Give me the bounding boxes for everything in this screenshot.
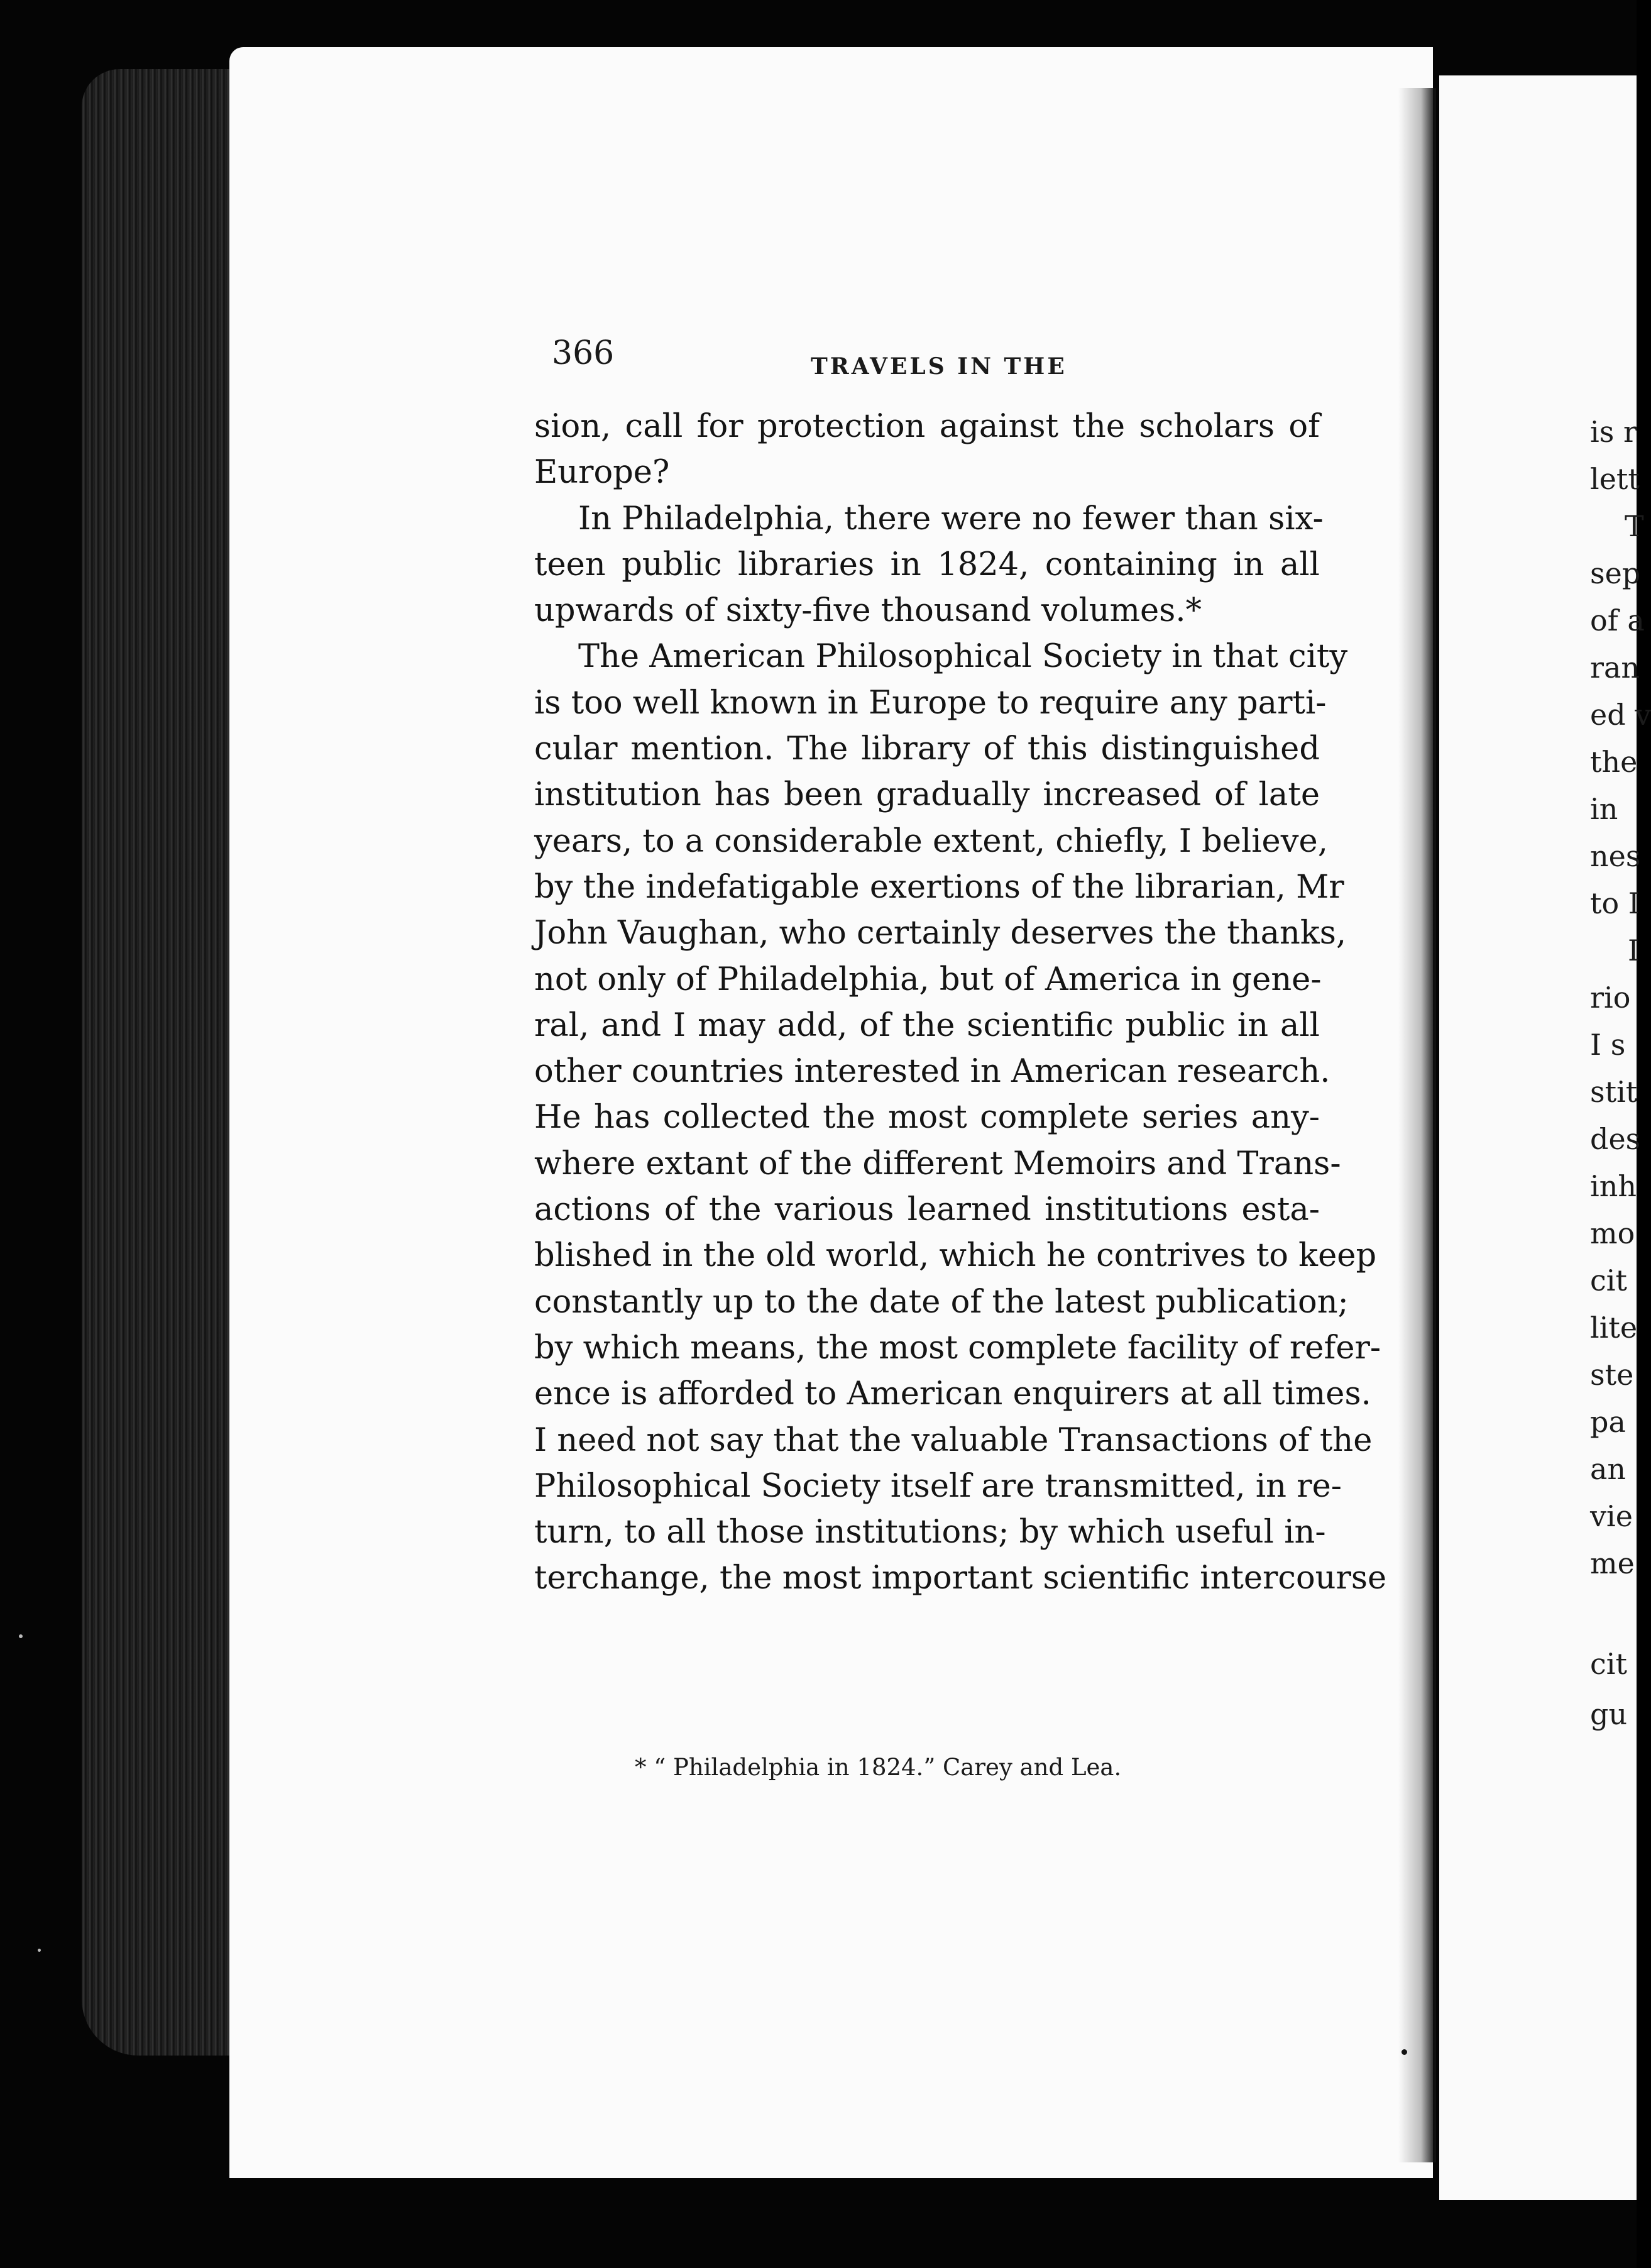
scan-speck bbox=[19, 1634, 23, 1638]
facing-page-fragment: me bbox=[1590, 1546, 1635, 1580]
text-line: by which means, the most complete facility of refer- bbox=[534, 1329, 1381, 1367]
facing-page-fragment: pa bbox=[1590, 1405, 1626, 1439]
facing-page-fragment: inh bbox=[1590, 1169, 1637, 1203]
facing-page-fragment: T bbox=[1625, 509, 1644, 543]
text-line: upwards of sixty-five thousand volumes.* bbox=[534, 592, 1202, 630]
text-line: not only of Philadelphia, but of America in gene- bbox=[534, 961, 1322, 998]
facing-page-fragment: an bbox=[1590, 1452, 1626, 1486]
text-line: by the indefatigable exertions of the librarian, Mr bbox=[534, 868, 1344, 906]
facing-page-fragment: I s bbox=[1590, 1028, 1626, 1062]
book-page-edges bbox=[82, 69, 239, 2056]
facing-page-fragment: ran bbox=[1590, 651, 1640, 685]
facing-page-fragment: nes bbox=[1590, 839, 1641, 873]
body-text bbox=[534, 404, 1387, 1602]
text-line: Europe? bbox=[534, 454, 670, 492]
text-line: ral, and I may add, of the scientific public in all bbox=[534, 1006, 1320, 1044]
text-line: terchange, the most important scientific intercourse bbox=[534, 1560, 1387, 1597]
facing-page-fragment: in bbox=[1590, 792, 1618, 826]
text-line: blished in the old world, which he contrives to keep bbox=[534, 1237, 1377, 1275]
text-line: is too well known in Europe to require any parti- bbox=[534, 684, 1327, 722]
text-line: teen public libraries in 1824, containing in all bbox=[534, 546, 1320, 583]
text-line: The American Philosophical Society in that city bbox=[578, 638, 1348, 676]
facing-page-fragment: rio bbox=[1590, 981, 1631, 1015]
page-gutter-shadow bbox=[1398, 88, 1436, 2162]
facing-page-fragment: ste bbox=[1590, 1358, 1634, 1392]
facing-page-fragment: cit bbox=[1590, 1263, 1627, 1297]
page-number: 366 bbox=[552, 334, 615, 372]
text-line: sion, call for protection against the scholars of bbox=[534, 408, 1320, 445]
text-line: years, to a considerable extent, chiefly, I believe, bbox=[534, 822, 1328, 860]
facing-page-fragment: lite bbox=[1590, 1311, 1638, 1345]
text-line: John Vaughan, who certainly deserves the thanks, bbox=[534, 915, 1347, 952]
facing-page-fragment: cit bbox=[1590, 1647, 1627, 1681]
facing-page-fragment: is r bbox=[1590, 415, 1637, 449]
text-line: turn, to all those institutions; by which useful in- bbox=[534, 1514, 1326, 1551]
text-line: constantly up to the date of the latest publication; bbox=[534, 1283, 1349, 1321]
text-line: ence is afforded to American enquirers at all times. bbox=[534, 1375, 1371, 1413]
text-line: institution has been gradually increased of late bbox=[534, 776, 1320, 814]
text-line: Philosophical Society itself are transmitted, in re- bbox=[534, 1467, 1342, 1505]
facing-page-fragment: lett bbox=[1590, 462, 1640, 496]
facing-page-fragment: sep bbox=[1590, 556, 1641, 590]
scan-speck bbox=[38, 1949, 41, 1952]
facing-page-fragment: mo bbox=[1590, 1216, 1635, 1250]
text-line: In Philadelphia, there were no fewer than six- bbox=[578, 500, 1324, 537]
text-line: I need not say that the valuable Transactions of the bbox=[534, 1421, 1373, 1459]
text-line: actions of the various learned institutions esta- bbox=[534, 1191, 1320, 1229]
facing-page-fragment: des bbox=[1590, 1122, 1641, 1156]
facing-page-fragment: stit bbox=[1590, 1075, 1638, 1109]
text-line: He has collected the most complete series any- bbox=[534, 1099, 1320, 1137]
facing-page-fragment: I bbox=[1628, 933, 1640, 967]
footnote: * “ Philadelphia in 1824.” Carey and Lea. bbox=[635, 1754, 1122, 1781]
text-line: where extant of the different Memoirs and Trans- bbox=[534, 1145, 1341, 1182]
text-line: other countries interested in American research. bbox=[534, 1053, 1330, 1091]
text-line: cular mention. The library of this distinguished bbox=[534, 730, 1320, 768]
facing-page-fragment: vie bbox=[1590, 1499, 1633, 1533]
facing-page-fragment: to I bbox=[1590, 886, 1640, 920]
scan-speck bbox=[1401, 2049, 1407, 2055]
facing-page-fragment: gu bbox=[1590, 1697, 1628, 1731]
running-head: TRAVELS IN THE bbox=[811, 353, 1067, 380]
facing-page-fragment: the bbox=[1590, 745, 1638, 779]
facing-page-fragment: ed v bbox=[1590, 698, 1651, 732]
facing-page-fragment: of a bbox=[1590, 603, 1645, 637]
